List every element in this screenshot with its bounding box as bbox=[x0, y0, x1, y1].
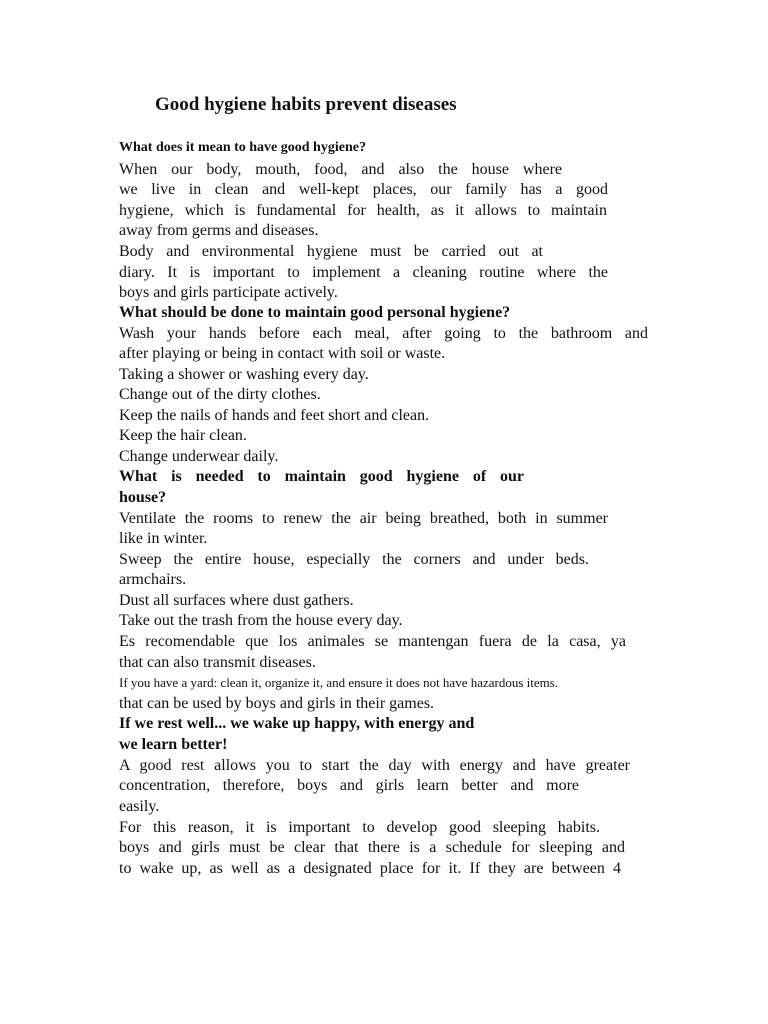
paragraph-line: hygiene, which is fundamental for health, as it allows to maintain bbox=[119, 202, 607, 219]
paragraph-line: boys and girls participate actively. bbox=[119, 284, 338, 301]
paragraph-line: armchairs. bbox=[119, 571, 187, 588]
paragraph-line: like in winter. bbox=[119, 530, 208, 547]
paragraph-line: Es recomendable que los animales se mantengan fuera de la casa, ya bbox=[119, 633, 626, 650]
paragraph-line: after playing or being in contact with soil or waste. bbox=[119, 345, 446, 362]
paragraph-line: that can also transmit diseases. bbox=[119, 654, 316, 671]
paragraph-line: A good rest allows you to start the day with energy and have greater bbox=[119, 757, 630, 774]
paragraph-line-small: If you have a yard: clean it, organize it, and ensure it does not have hazardous items. bbox=[119, 675, 559, 690]
paragraph-line: concentration, therefore, boys and girls learn better and more bbox=[119, 777, 579, 794]
heading-house-hygiene-cont: house? bbox=[119, 489, 167, 506]
paragraph-line: When our body, mouth, food, and also the house where bbox=[119, 161, 562, 178]
paragraph-line: Body and environmental hygiene must be carried out at bbox=[119, 243, 543, 260]
heading-rest-well: If we rest well... we wake up happy, with energy and bbox=[119, 715, 475, 732]
paragraph-line: Wash your hands before each meal, after going to the bathroom and bbox=[119, 325, 648, 342]
paragraph-line: Sweep the entire house, especially the corners and under beds. bbox=[119, 551, 589, 568]
paragraph-line: easily. bbox=[119, 798, 160, 815]
paragraph-line: Dust all surfaces where dust gathers. bbox=[119, 592, 354, 609]
list-item: Change out of the dirty clothes. bbox=[119, 386, 321, 403]
paragraph-line: boys and girls must be clear that there is a schedule for sleeping and bbox=[119, 839, 625, 856]
paragraph-line: For this reason, it is important to develop good sleeping habits. bbox=[119, 819, 600, 836]
list-item: Keep the hair clean. bbox=[119, 427, 247, 444]
list-item: Keep the nails of hands and feet short and clean. bbox=[119, 407, 430, 424]
paragraph-line: we live in clean and well-kept places, our family has a good bbox=[119, 181, 608, 198]
paragraph-line: diary. It is important to implement a cleaning routine where the bbox=[119, 264, 608, 281]
paragraph-line: to wake up, as well as a designated place for it. If they are between 4 bbox=[119, 860, 621, 877]
heading-rest-well-cont: we learn better! bbox=[119, 736, 228, 753]
paragraph-line: Take out the trash from the house every day. bbox=[119, 612, 403, 629]
heading-personal-hygiene: What should be done to maintain good personal hygiene? bbox=[119, 304, 511, 321]
paragraph-line: away from germs and diseases. bbox=[119, 222, 319, 239]
heading-house-hygiene: What is needed to maintain good hygiene of our bbox=[119, 468, 524, 485]
list-item: Taking a shower or washing every day. bbox=[119, 366, 369, 383]
paragraph-line: Ventilate the rooms to renew the air being breathed, both in summer bbox=[119, 510, 608, 527]
paragraph-line: that can be used by boys and girls in their games. bbox=[119, 695, 435, 712]
document-title: Good hygiene habits prevent diseases bbox=[155, 94, 457, 115]
list-item: Change underwear daily. bbox=[119, 448, 279, 465]
heading-good-hygiene: What does it mean to have good hygiene? bbox=[119, 140, 366, 155]
